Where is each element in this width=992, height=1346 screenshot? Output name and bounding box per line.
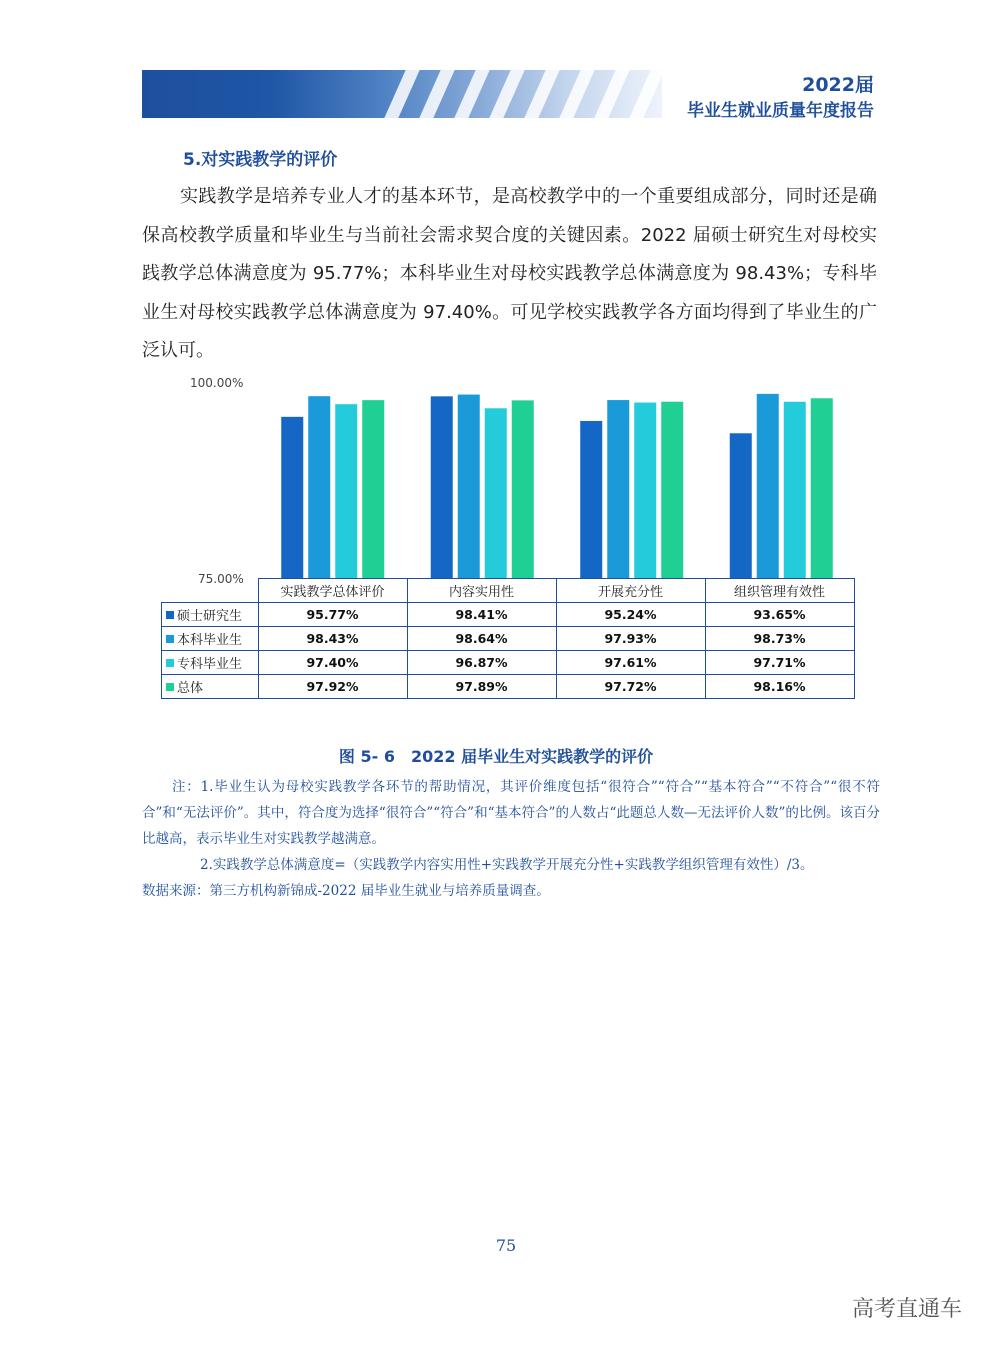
data-label: 93.65%: [705, 603, 854, 627]
table-row: [162, 627, 855, 651]
legend-swatch: [166, 683, 174, 691]
data-label: 98.64%: [407, 627, 556, 651]
data-label: 97.40%: [258, 651, 407, 675]
data-source: 数据来源：第三方机构新锦成-2022 届毕业生就业与培养质量调查。: [142, 883, 550, 899]
legend-entry: [162, 675, 259, 699]
category-label: 内容实用性: [407, 579, 556, 603]
table-corner: [162, 579, 259, 603]
legend-entry: [162, 651, 259, 675]
data-label: 98.16%: [705, 675, 854, 699]
bar: [607, 400, 629, 578]
bar: [512, 400, 534, 578]
data-label: 97.72%: [556, 675, 705, 699]
watermark: 高考直通车: [851, 1297, 962, 1322]
note-1: 注：1.毕业生认为母校实践教学各环节的帮助情况，其评价维度包括“很符合”“符合”“基本符合”“不符合”“很不符合”和“无法评价”。其中，符合度为选择“很符合”“符合”和“基本符合”的人数占“此题总人数—无法评价人数”的比例。该百分比越高，表示毕业生对实践教学越满意。: [142, 779, 880, 847]
data-label: 98.41%: [407, 603, 556, 627]
bar: [431, 396, 453, 578]
legend-entry: [162, 603, 259, 627]
note-2: 2.实践教学总体满意度=（实践教学内容实用性+实践教学开展充分性+实践教学组织管理有效性）/3。: [200, 857, 814, 873]
bar: [730, 433, 752, 578]
bar: [485, 408, 507, 578]
legend-swatch: [166, 611, 174, 619]
bar: [281, 417, 303, 578]
bar: [335, 404, 357, 578]
series-name: 总体: [177, 681, 204, 696]
table-row: [162, 603, 855, 627]
bar: [757, 394, 779, 578]
legend-swatch: [166, 659, 174, 667]
section-title: 5.对实践教学的评价: [183, 150, 338, 170]
data-label: 97.92%: [258, 675, 407, 699]
data-label: 97.61%: [556, 651, 705, 675]
bar: [362, 400, 384, 578]
table-header-row: [162, 579, 855, 603]
category-label: 实践教学总体评价: [258, 579, 407, 603]
data-label: 97.89%: [407, 675, 556, 699]
bar: [661, 402, 683, 578]
data-label: 97.93%: [556, 627, 705, 651]
data-table: [161, 578, 855, 699]
series-name: 硕士研究生: [177, 609, 243, 624]
figure-caption: 图 5- 6 2022 届毕业生对实践教学的评价: [338, 747, 654, 766]
data-label: 97.71%: [705, 651, 854, 675]
y-tick-label: 100.00%: [190, 376, 244, 390]
category-label: 组织管理有效性: [705, 579, 854, 603]
legend-swatch: [166, 635, 174, 643]
data-label: 95.77%: [258, 603, 407, 627]
bar: [458, 395, 480, 578]
report-header: [687, 72, 874, 124]
report-title: 毕业生就业质量年度报告: [687, 101, 874, 121]
series-name: 本科毕业生: [177, 633, 243, 648]
series-name: 专科毕业生: [177, 657, 243, 672]
bar: [784, 402, 806, 578]
data-label: 95.24%: [556, 603, 705, 627]
category-label: 开展充分性: [556, 579, 705, 603]
bar: [811, 398, 833, 578]
data-label: 98.43%: [258, 627, 407, 651]
table-row: [162, 651, 855, 675]
report-year: 2022届: [802, 74, 874, 96]
body-paragraph: 实践教学是培养专业人才的基本环节，是高校教学中的一个重要组成部分，同时还是确保高校教学质量和毕业生与当前社会需求契合度的关键因素。2022 届硕士研究生对母校实践教学总体满意度为 95.77%；本科毕业生对母校实践教学总体满意度为 98.43%；专科毕业生对母校实践教学总体满意度为 97.40%。可见学校实践教学各方面均得到了毕业生的广泛认可。: [142, 186, 877, 361]
bar: [580, 421, 602, 578]
y-tick-label: 75.00%: [198, 572, 244, 586]
bar: [308, 396, 330, 578]
table-row: [162, 675, 855, 699]
page-number: 75: [495, 1236, 517, 1255]
bar: [634, 403, 656, 578]
legend-entry: [162, 627, 259, 651]
data-label: 98.73%: [705, 627, 854, 651]
data-label: 96.87%: [407, 651, 556, 675]
